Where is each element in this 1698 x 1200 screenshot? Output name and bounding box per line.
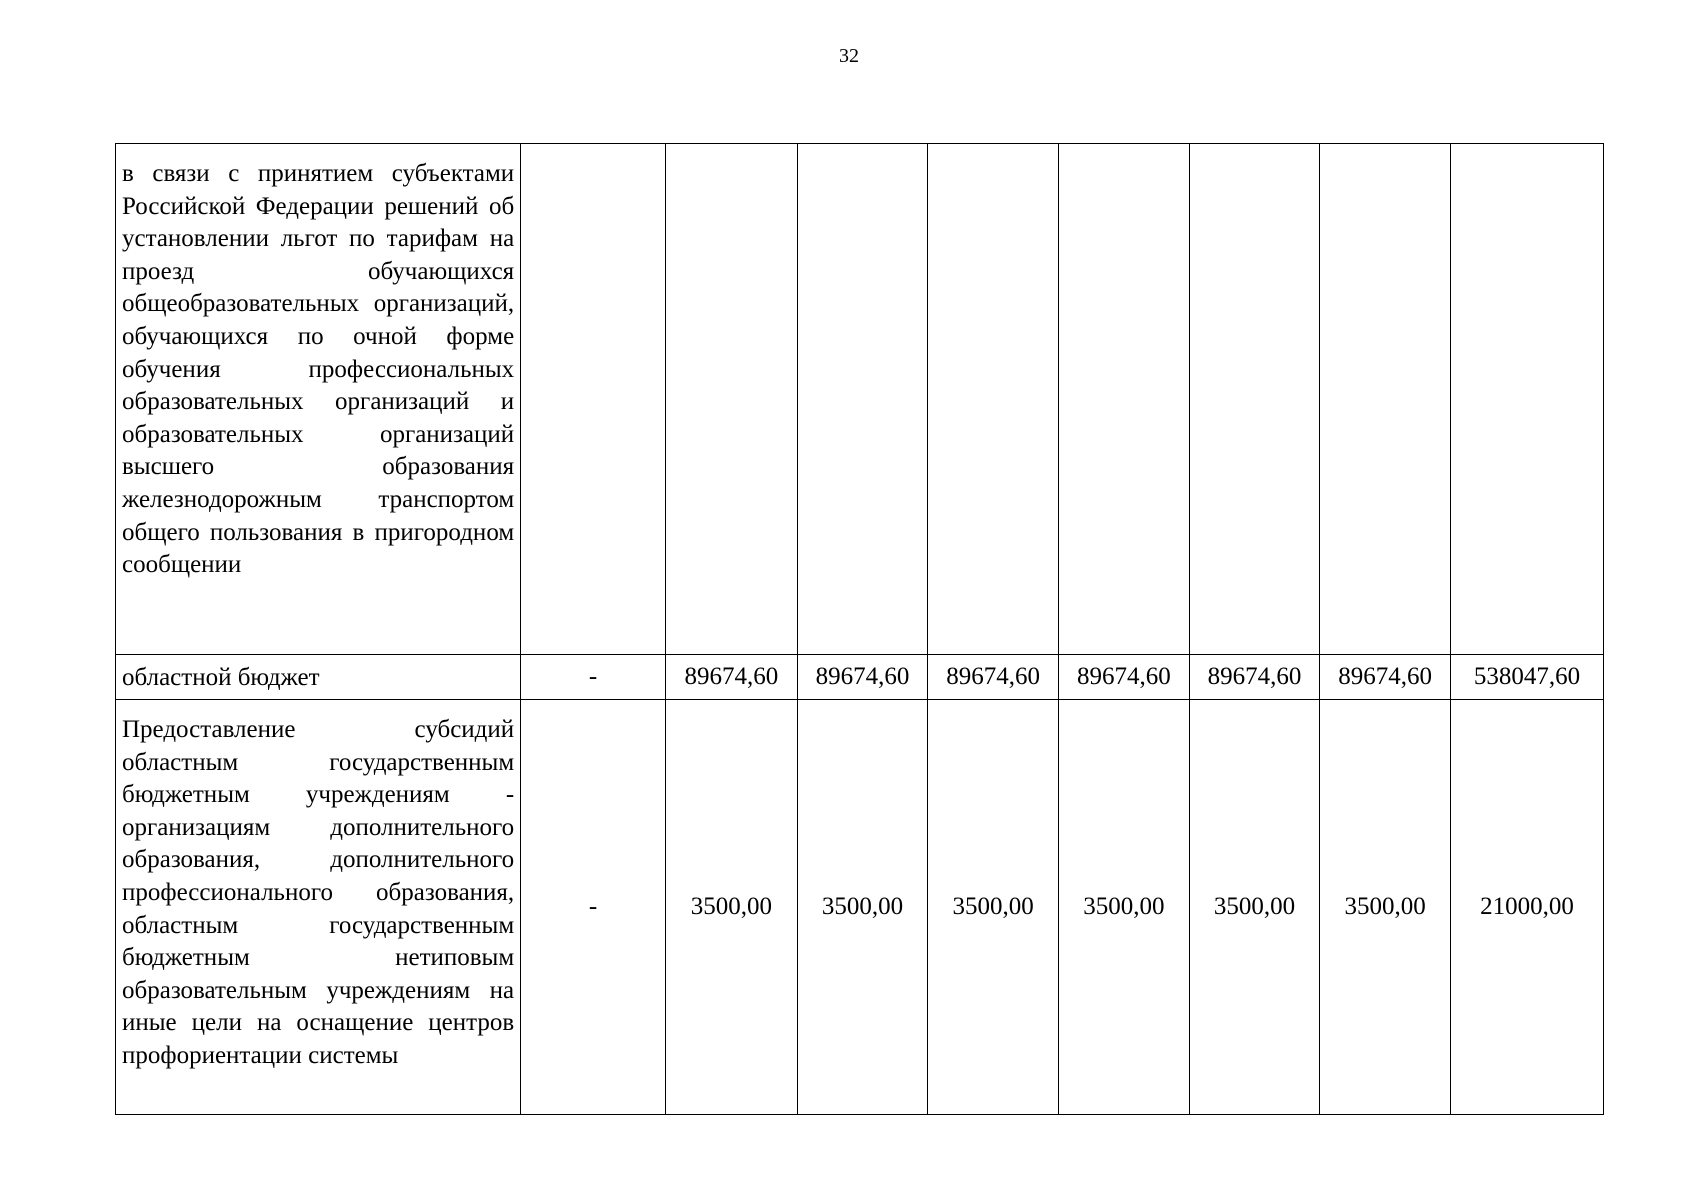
table-cell: 3500,00 bbox=[928, 700, 1059, 1115]
table-row bbox=[116, 144, 1604, 655]
table-cell: 3500,00 bbox=[1189, 700, 1320, 1115]
table-cell: 3500,00 bbox=[666, 700, 798, 1115]
table-cell bbox=[1189, 144, 1320, 655]
table-cell bbox=[1450, 144, 1603, 655]
table-cell: 89674,60 bbox=[1189, 655, 1320, 700]
table-cell bbox=[521, 144, 666, 655]
table-cell: 89674,60 bbox=[1320, 655, 1451, 700]
table-cell: 3500,00 bbox=[1059, 700, 1190, 1115]
row-description: в связи с принятием субъектами Российской Федерации решений об установлении льгот по тарифам на проезд обучающихся общеобразовательных организаций, обучающихся по очной форме обучения профессиональных образовательных организаций и образовательных организаций высшего образования железнодорожным транспортом общего пользования в пригородном сообщении bbox=[116, 144, 521, 655]
table-cell bbox=[797, 144, 928, 655]
table-row bbox=[116, 655, 1604, 700]
table-cell: 538047,60 bbox=[1450, 655, 1603, 700]
table-cell bbox=[666, 144, 798, 655]
table-cell: - bbox=[521, 700, 666, 1115]
table-cell bbox=[1059, 144, 1190, 655]
table-cell: - bbox=[521, 655, 666, 700]
table-cell: 89674,60 bbox=[666, 655, 798, 700]
table-cell: 21000,00 bbox=[1450, 700, 1603, 1115]
page-number: 32 bbox=[839, 45, 859, 67]
table-row bbox=[116, 700, 1604, 1115]
table-cell: 89674,60 bbox=[928, 655, 1059, 700]
table-cell: 3500,00 bbox=[797, 700, 928, 1115]
row-description: Предоставление субсидий областным государственным бюджетным учреждениям - организациям дополнительного образования, дополнительного профессионального образования, областным государственным бюджетным нетиповым образовательным учреждениям на иные цели на оснащение центров профориентации системы bbox=[116, 700, 521, 1115]
table-cell: 89674,60 bbox=[1059, 655, 1190, 700]
row-description: областной бюджет bbox=[116, 655, 521, 700]
budget-table bbox=[115, 143, 1604, 1115]
table-cell: 89674,60 bbox=[797, 655, 928, 700]
table-cell bbox=[1320, 144, 1451, 655]
table-cell bbox=[928, 144, 1059, 655]
table-cell: 3500,00 bbox=[1320, 700, 1451, 1115]
